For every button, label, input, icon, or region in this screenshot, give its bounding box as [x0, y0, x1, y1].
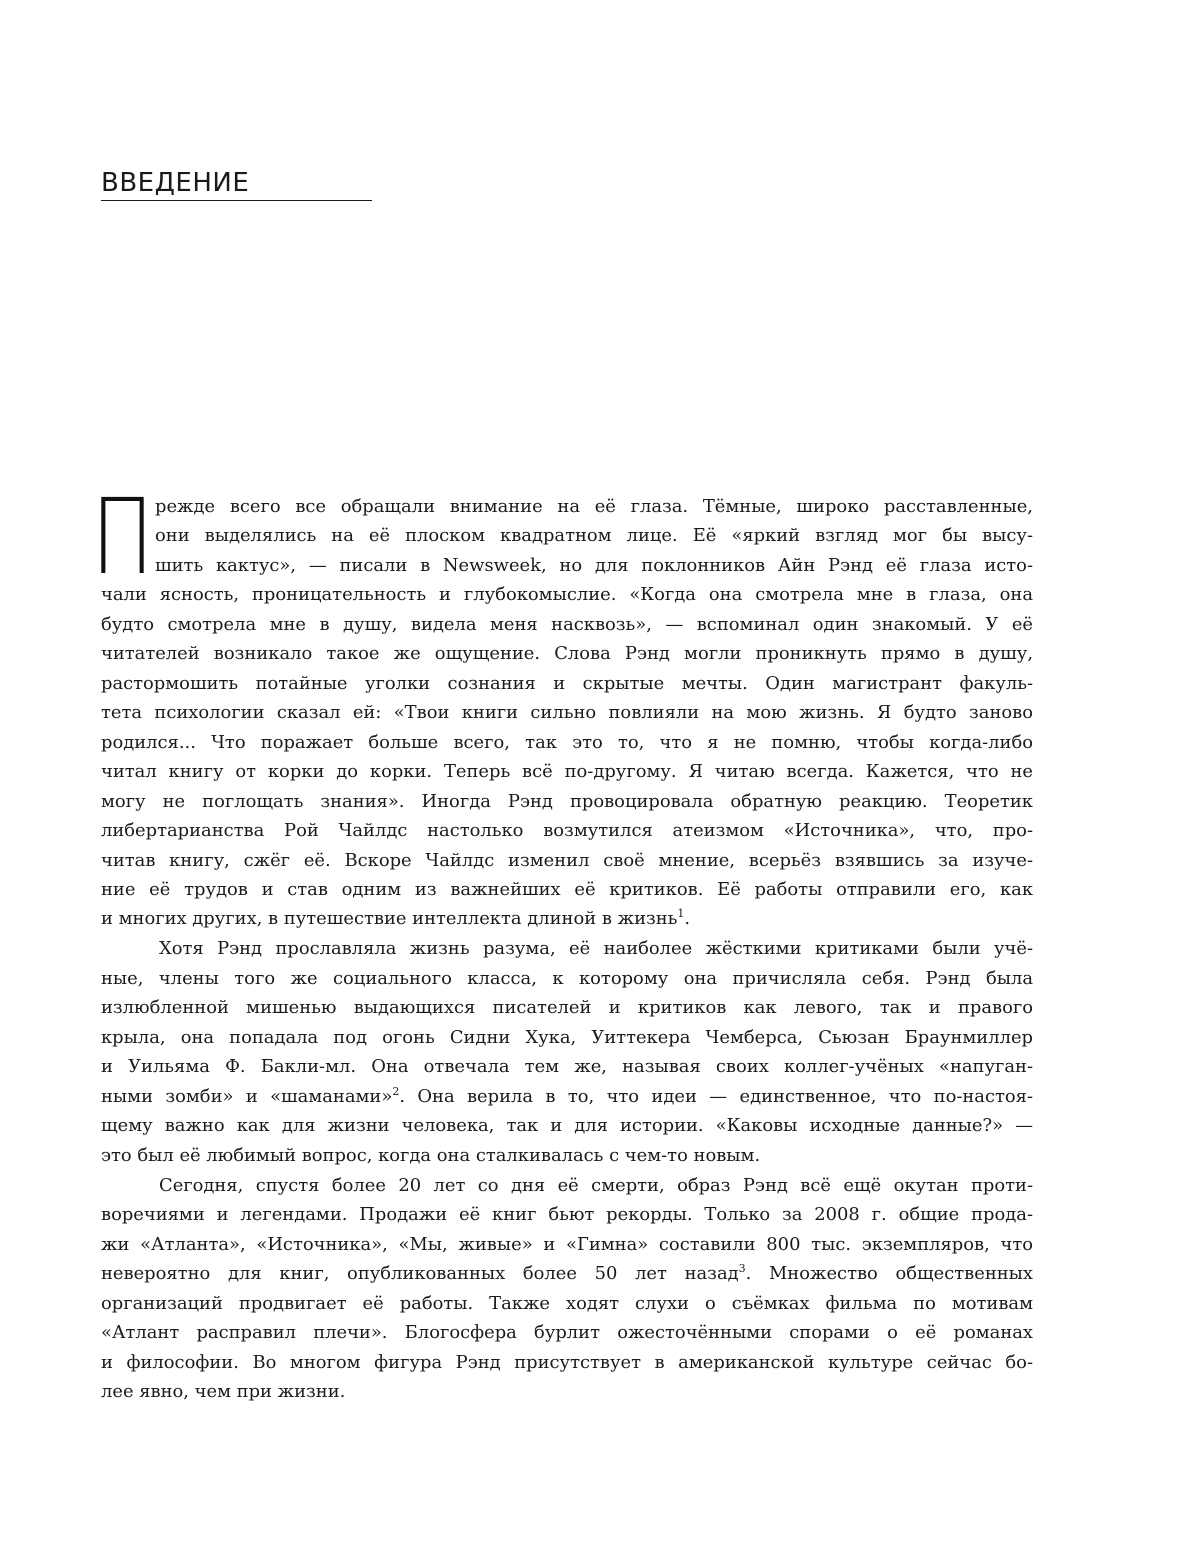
text-run: . — [684, 908, 691, 929]
text-line: растормошить потайные уголки сознания и скрытые мечты. Один магистрант факуль- — [101, 673, 1033, 694]
text-line: чали ясность, проницательность и глубокомыслие. «Когда она смотрела мне в глаза, она — [101, 584, 1033, 605]
text-line: родился... Что поражает больше всего, так это то, что я не помню, чтобы когда-либо — [101, 732, 1033, 753]
text-line: лее явно, чем при жизни. — [101, 1381, 346, 1402]
text-run: . Она верила в то, что идеи — единственное, что по-настоя- — [399, 1086, 1033, 1107]
drop-cap — [91, 476, 154, 598]
chapter-heading — [101, 168, 372, 201]
text-line: читав книгу, сжёг её. Вскоре Чайлдс изменил своё мнение, всерьёз взявшись за изуче- — [101, 850, 1033, 871]
text-line: тета психологии сказал ей: «Твои книги сильно повлияли на мою жизнь. Я будто заново — [101, 702, 1033, 723]
text-run: невероятно для книг, опубликованных более 50 лет назад — [101, 1263, 739, 1284]
chapter-title: ВВЕДЕНИЕ — [101, 168, 250, 198]
text-line — [101, 1259, 1033, 1288]
text-line: Хотя Рэнд прославляла жизнь разума, её наиболее жёсткими критиками были учё- — [159, 938, 1033, 959]
text-line: либертарианства Рой Чайлдс настолько возмутился атеизмом «Источника», что, про- — [101, 820, 1033, 841]
text-run: . Множество общественных — [745, 1263, 1033, 1284]
text-line — [101, 904, 1033, 933]
text-line: и философии. Во многом фигура Рэнд присутствует в американской культуре сейчас бо- — [101, 1352, 1033, 1373]
text-line: «Атлант расправил плечи». Блогосфера бурлит ожесточёнными спорами о её романах — [101, 1322, 1033, 1343]
text-line: щему важно как для жизни человека, так и для истории. «Каковы исходные данные?» — — [101, 1115, 1033, 1136]
text-line: могу не поглощать знания». Иногда Рэнд провоцировала обратную реакцию. Теоретик — [101, 791, 1033, 812]
text-run: и многих других, в путешествие интеллекта длиной в жизнь — [101, 908, 678, 929]
text-line: ные, члены того же социального класса, к которому она причисляла себя. Рэнд была — [101, 968, 1033, 989]
text-line: воречиями и легендами. Продажи её книг бьют рекорды. Только за 2008 г. общие прода- — [101, 1204, 1033, 1225]
text-line: читал книгу от корки до корки. Теперь всё по-другому. Я читаю всегда. Кажется, что не — [101, 761, 1033, 782]
text-line: крыла, она попадала под огонь Сидни Хука, Уиттекера Чемберса, Сьюзан Браунмиллер — [101, 1027, 1033, 1048]
footnote-ref[interactable]: 2 — [392, 1085, 400, 1098]
text-line: они выделялись на её плоском квадратном лице. Её «яркий взгляд мог бы высу- — [155, 525, 1033, 546]
drop-cap-letter: П — [91, 476, 154, 598]
text-line: режде всего все обращали внимание на её глаза. Тёмные, широко расставленные, — [155, 496, 1033, 517]
text-line: это был её любимый вопрос, когда она сталкивалась с чем-то новым. — [101, 1145, 761, 1166]
text-line: читателей возникало такое же ощущение. Слова Рэнд могли проникнуть прямо в душу, — [101, 643, 1033, 664]
text-line: Сегодня, спустя более 20 лет со дня её смерти, образ Рэнд всё ещё окутан проти- — [159, 1175, 1033, 1196]
text-run: ными зомби» и «шаманами» — [101, 1086, 393, 1107]
text-line: жи «Атланта», «Источника», «Мы, живые» и «Гимна» составили 800 тыс. экземпляров, что — [101, 1234, 1033, 1255]
text-line: и Уильяма Ф. Бакли-мл. Она отвечала тем же, называя своих коллег-учёных «напуган- — [101, 1056, 1033, 1077]
text-line: излюбленной мишенью выдающихся писателей и критиков как левого, так и правого — [101, 997, 1033, 1018]
footnote-ref[interactable]: 1 — [677, 907, 685, 920]
text-line: ние её трудов и став одним из важнейших её критиков. Её работы отправили его, как — [101, 879, 1033, 900]
text-line: шить кактус», — писали в Newsweek, но для поклонников Айн Рэнд её глаза исто- — [155, 555, 1033, 576]
footnote-ref[interactable]: 3 — [738, 1262, 746, 1275]
text-line: организаций продвигает её работы. Также ходят слухи о съёмках фильма по мотивам — [101, 1293, 1033, 1314]
drop-cap-glyph — [91, 476, 154, 598]
text-line: будто смотрела мне в душу, видела меня насквозь», — вспоминал один знакомый. У её — [101, 614, 1033, 635]
text-line — [101, 1082, 1033, 1111]
